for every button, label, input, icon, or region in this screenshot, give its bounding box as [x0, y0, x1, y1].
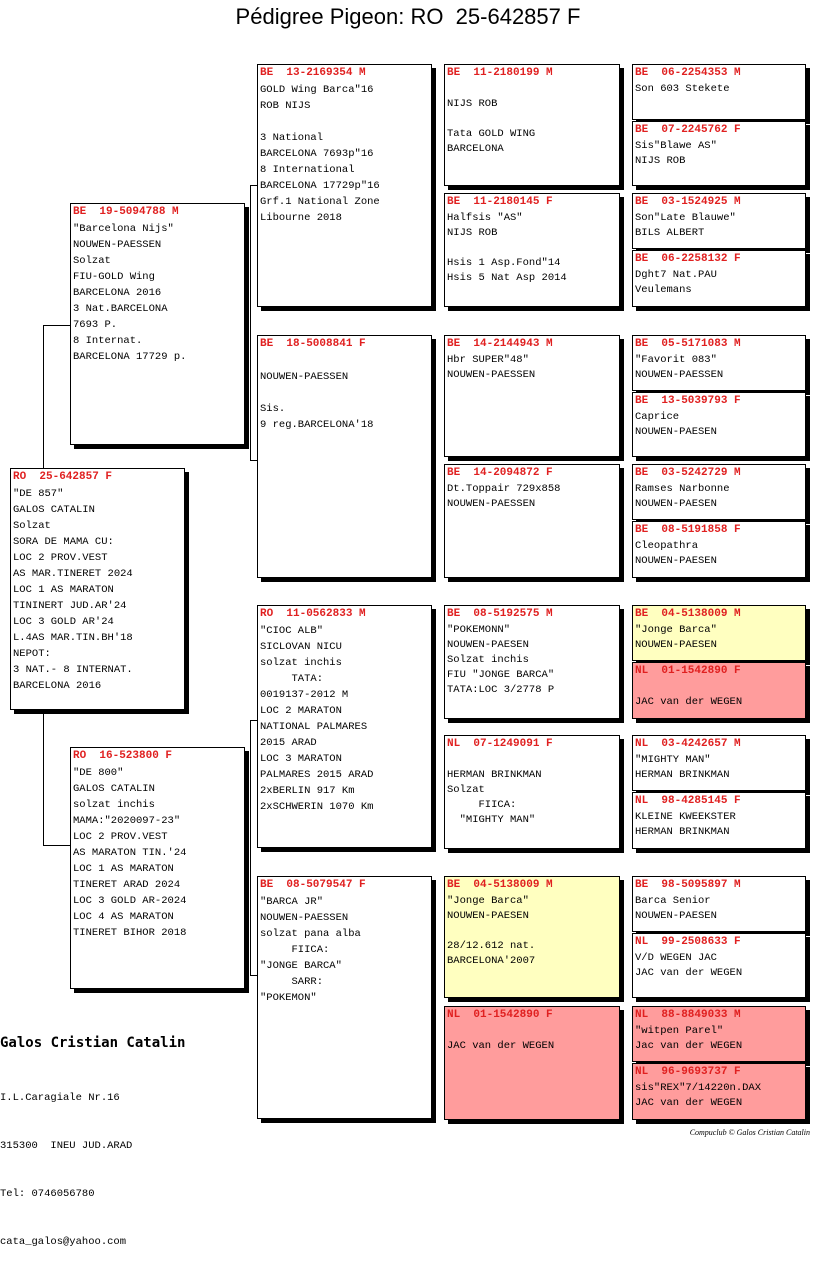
pigeon-details — [633, 209, 805, 241]
detail-line: TATA: — [260, 673, 324, 685]
detail-line: NOUWEN-PAESEN — [635, 498, 717, 510]
great-grandparent-card — [444, 876, 620, 998]
great-grandparent-card — [444, 735, 620, 849]
pigeon-details — [633, 351, 805, 383]
ring-number: BE 05-5171083 M — [635, 338, 741, 350]
detail-line: Son 603 Stekete — [635, 83, 730, 95]
great-grandparent-card — [444, 464, 620, 578]
ring-number: RO 16-523800 F — [73, 750, 173, 762]
detail-line: sis"REX"7/14220n.DAX — [635, 1082, 762, 1094]
detail-line: HERMAN BRINKMAN — [635, 826, 730, 838]
detail-line: Ramses Narbonne — [635, 483, 730, 495]
ring-number: BE 13-2169354 M — [260, 67, 366, 79]
ancestor-card — [632, 521, 806, 578]
detail-line: Caprice — [635, 411, 680, 423]
owner-address-line: I.L.Caragiale Nr.16 — [0, 1092, 120, 1104]
detail-line: 28/12.612 nat. — [447, 940, 536, 952]
detail-line: "MIGHTY MAN" — [447, 814, 536, 826]
detail-line: NEPOT: — [13, 648, 51, 660]
pigeon-details — [633, 678, 805, 710]
owner-name: Galos Cristian Catalin — [0, 1035, 186, 1051]
detail-line: BARCELONA 17729p"16 — [260, 180, 380, 192]
detail-line: NOUWEN-PAESEN — [447, 639, 529, 651]
detail-line: TINERET BIHOR 2018 — [73, 927, 187, 939]
pigeon-details — [633, 408, 805, 440]
detail-line: BARCELONA 2016 — [73, 287, 162, 299]
detail-line: 2015 ARAD — [260, 737, 317, 749]
connector-line — [250, 720, 251, 975]
detail-line — [260, 353, 429, 369]
detail-line: Halfsis "AS" — [447, 212, 523, 224]
detail-line: NIJS ROB — [635, 155, 686, 167]
pigeon-details — [445, 480, 619, 512]
detail-line: 9 reg.BARCELONA'18 — [260, 419, 374, 431]
pigeon-details — [445, 892, 619, 969]
owner-phone: Tel: 0746056780 — [0, 1188, 95, 1200]
detail-line: AS MARATON TIN.'24 — [73, 847, 187, 859]
pigeon-details — [445, 1022, 619, 1054]
detail-line: NIJS ROB — [447, 98, 498, 110]
detail-line: JAC van der WEGEN — [447, 1040, 555, 1052]
detail-line: SARR: — [260, 976, 324, 988]
detail-line: "MIGHTY MAN" — [635, 754, 711, 766]
detail-line: Jac van der WEGEN — [635, 1040, 743, 1052]
ring-number: BE 14-2094872 F — [447, 467, 553, 479]
pigeon-details — [633, 480, 805, 512]
ring-number: BE 06-2254353 M — [635, 67, 741, 79]
ring-number: BE 06-2258132 F — [635, 253, 741, 265]
ring-number: BE 08-5079547 F — [260, 879, 366, 891]
detail-line: TINERET ARAD 2024 — [73, 879, 181, 891]
detail-line — [447, 112, 617, 127]
detail-line: AS MAR.TINERET 2024 — [13, 568, 133, 580]
detail-line: 2xBERLIN 917 Km — [260, 785, 355, 797]
detail-line: LOC 4 AS MARATON — [73, 911, 174, 923]
detail-line: TATA:LOC 3/2778 P — [447, 684, 555, 696]
great-grandparent-card — [444, 1006, 620, 1120]
ring-number: BE 08-5192575 M — [447, 608, 553, 620]
detail-line: 7693 P. — [73, 319, 118, 331]
detail-line: BARCELONA 17729 p. — [73, 351, 187, 363]
detail-line: Solzat inchis — [447, 654, 529, 666]
pigeon-details — [633, 80, 805, 97]
detail-line: Sis. — [260, 403, 286, 415]
pigeon-details — [633, 892, 805, 924]
detail-line: FIICA: — [260, 944, 330, 956]
ring-number: BE 03-5242729 M — [635, 467, 741, 479]
ancestor-card — [632, 605, 806, 661]
detail-line: GALOS CATALIN — [73, 783, 155, 795]
detail-line: 3 NAT.- 8 INTERNAT. — [13, 664, 133, 676]
pigeon-details — [258, 80, 431, 226]
detail-line: Sis"Blawe AS" — [635, 140, 717, 152]
ring-number: BE 08-5191858 F — [635, 524, 741, 536]
ring-number: BE 14-2144943 M — [447, 338, 553, 350]
detail-line: FIU-GOLD Wing — [73, 271, 155, 283]
detail-line: HERMAN BRINKMAN — [447, 769, 542, 781]
detail-line: BARCELONA 7693p"16 — [260, 148, 374, 160]
detail-line: solzat inchis — [260, 657, 342, 669]
detail-line: NOUWEN-PAESSEN — [260, 912, 349, 924]
detail-line — [447, 753, 617, 768]
great-grandparent-card — [444, 335, 620, 457]
ancestor-card — [632, 121, 806, 186]
detail-line: BARCELONA — [447, 143, 504, 155]
detail-line: NOUWEN-PAESEN — [635, 426, 717, 438]
footer-credit: Compuclub © Galos Cristian Catalin — [689, 1128, 810, 1137]
detail-line: NOUWEN-PAESSEN — [447, 498, 536, 510]
pigeon-details — [258, 621, 431, 815]
detail-line: NOUWEN-PAESEN — [447, 910, 529, 922]
ring-number: BE 04-5138009 M — [447, 879, 553, 891]
ring-number: RO 11-0562833 M — [260, 608, 366, 620]
detail-line: "CIOC ALB" — [260, 625, 324, 637]
pigeon-details — [445, 621, 619, 698]
subject-pigeon-card — [10, 468, 185, 710]
ring-number: NL 07-1249091 F — [447, 738, 553, 750]
detail-line: solzat inchis — [73, 799, 155, 811]
grandparent-card — [257, 64, 432, 307]
detail-line: "DE 800" — [73, 767, 124, 779]
detail-line: "POKEMONN" — [447, 624, 511, 636]
ring-number: BE 03-1524925 M — [635, 196, 741, 208]
detail-line: BILS ALBERT — [635, 227, 705, 239]
detail-line: "Favorit 083" — [635, 354, 717, 366]
detail-line: LOC 2 PROV.VEST — [13, 552, 108, 564]
pigeon-details — [11, 484, 184, 694]
connector-line — [43, 710, 44, 845]
pigeon-details — [633, 808, 805, 840]
ring-number: NL 01-1542890 F — [635, 665, 741, 677]
ring-number: BE 11-2180199 M — [447, 67, 553, 79]
detail-line: Hsis 5 Nat Asp 2014 — [447, 272, 567, 284]
detail-line: MAMA:"2020097-23" — [73, 815, 181, 827]
detail-line — [635, 680, 803, 695]
detail-line: Solzat — [447, 784, 485, 796]
detail-line: LOC 2 PROV.VEST — [73, 831, 168, 843]
detail-line — [260, 385, 429, 401]
detail-line: FIICA: — [447, 799, 517, 811]
detail-line: TININERT JUD.AR'24 — [13, 600, 127, 612]
ancestor-card — [632, 1063, 806, 1120]
pigeon-details — [633, 137, 805, 169]
detail-line: Libourne 2018 — [260, 212, 342, 224]
detail-line: solzat pana alba — [260, 928, 361, 940]
detail-line: NATIONAL PALMARES — [260, 721, 368, 733]
detail-line: NOUWEN-PAESEN — [635, 910, 717, 922]
ring-number: BE 19-5094788 M — [73, 206, 179, 218]
pigeon-details — [71, 763, 244, 941]
detail-line: LOC 3 GOLD AR'24 — [13, 616, 114, 628]
detail-line: LOC 3 GOLD AR-2024 — [73, 895, 187, 907]
pigeon-details — [445, 209, 619, 286]
ancestor-card — [632, 1006, 806, 1062]
ancestor-card — [632, 193, 806, 249]
pigeon-details — [633, 266, 805, 298]
ring-number: NL 99-2508633 F — [635, 936, 741, 948]
detail-line: "Jonge Barca" — [635, 624, 717, 636]
detail-line: "POKEMON" — [260, 992, 317, 1004]
connector-line — [250, 185, 251, 460]
detail-line: LOC 1 AS MARATON — [73, 863, 174, 875]
detail-line: NOUWEN-PAESEN — [635, 555, 717, 567]
grandparent-card — [257, 605, 432, 848]
detail-line: "Jonge Barca" — [447, 895, 529, 907]
detail-line: SICLOVAN NICU — [260, 641, 342, 653]
connector-line — [43, 325, 70, 326]
detail-line: 3 Nat.BARCELONA — [73, 303, 168, 315]
detail-line: LOC 3 MARATON — [260, 753, 342, 765]
detail-line: "DE 857" — [13, 488, 64, 500]
detail-line: Cleopathra — [635, 540, 699, 552]
ancestor-card — [632, 735, 806, 791]
detail-line: "Barcelona Nijs" — [73, 223, 174, 235]
detail-line: JAC van der WEGEN — [635, 967, 743, 979]
sire-card — [70, 203, 245, 445]
ancestor-card — [632, 335, 806, 391]
detail-line: "witpen Parel" — [635, 1025, 724, 1037]
owner-contact — [0, 1058, 132, 1266]
pigeon-details — [258, 892, 431, 1006]
detail-line: NOUWEN-PAESSEN — [73, 239, 162, 251]
detail-line — [260, 114, 429, 130]
ring-number: BE 13-5039793 F — [635, 395, 741, 407]
detail-line — [447, 924, 617, 939]
connector-line — [43, 325, 44, 470]
detail-line: 3 National — [260, 132, 324, 144]
ring-number: NL 96-9693737 F — [635, 1066, 741, 1078]
great-grandparent-card — [444, 193, 620, 307]
detail-line: 8 International — [260, 164, 355, 176]
ring-number: NL 01-1542890 F — [447, 1009, 553, 1021]
page-title: Pédigree Pigeon: RO 25-642857 F — [235, 4, 581, 29]
ring-number: RO 25-642857 F — [13, 471, 113, 483]
detail-line: NOUWEN-PAESSEN — [447, 369, 536, 381]
detail-line: ROB NIJS — [260, 100, 311, 112]
detail-line: JAC van der WEGEN — [635, 696, 743, 708]
detail-line: FIU "JONGE BARCA" — [447, 669, 555, 681]
pigeon-details — [633, 1079, 805, 1111]
detail-line: GOLD Wing Barca"16 — [260, 84, 374, 96]
pigeon-details — [633, 1022, 805, 1054]
detail-line: Dt.Toppair 729x858 — [447, 483, 561, 495]
detail-line: Barca Senior — [635, 895, 711, 907]
owner-address-line: 315300 INEU JUD.ARAD — [0, 1140, 133, 1152]
detail-line: Veulemans — [635, 284, 692, 296]
pigeon-details — [71, 219, 244, 365]
pigeon-details — [445, 751, 619, 828]
detail-line: LOC 2 MARATON — [260, 705, 342, 717]
detail-line — [447, 241, 617, 256]
detail-line: NOUWEN-PAESSEN — [260, 371, 349, 383]
ring-number: BE 98-5095897 M — [635, 879, 741, 891]
detail-line: SORA DE MAMA CU: — [13, 536, 114, 548]
detail-line: LOC 1 AS MARATON — [13, 584, 114, 596]
ancestor-card — [632, 64, 806, 120]
ring-number: NL 98-4285145 F — [635, 795, 741, 807]
ancestor-card — [632, 464, 806, 520]
detail-line: Solzat — [13, 520, 51, 532]
detail-line: HERMAN BRINKMAN — [635, 769, 730, 781]
ring-number: BE 07-2245762 F — [635, 124, 741, 136]
detail-line: 2xSCHWERIN 1070 Km — [260, 801, 374, 813]
owner-email: cata_galos@yahoo.com — [0, 1236, 127, 1248]
detail-line: NIJS ROB — [447, 227, 498, 239]
detail-line: JAC van der WEGEN — [635, 1097, 743, 1109]
grandparent-card — [257, 335, 432, 578]
pigeon-details — [445, 351, 619, 383]
detail-line: Solzat — [73, 255, 111, 267]
detail-line: NOUWEN-PAESEN — [635, 639, 717, 651]
detail-line: 0019137-2012 M — [260, 689, 349, 701]
ancestor-card — [632, 792, 806, 849]
great-grandparent-card — [444, 605, 620, 719]
detail-line: GALOS CATALIN — [13, 504, 95, 516]
pigeon-details — [633, 621, 805, 653]
detail-line — [447, 82, 617, 97]
pigeon-details — [633, 949, 805, 981]
ring-number: NL 88-8849033 M — [635, 1009, 741, 1021]
ancestor-card — [632, 933, 806, 998]
pigeon-details — [258, 351, 431, 433]
pigeon-details — [633, 537, 805, 569]
detail-line: Son"Late Blauwe" — [635, 212, 736, 224]
pigeon-details — [633, 751, 805, 783]
pigeon-details — [445, 80, 619, 157]
detail-line: 8 Internat. — [73, 335, 143, 347]
ancestor-card — [632, 876, 806, 932]
ring-number: NL 03-4242657 M — [635, 738, 741, 750]
ancestor-card — [632, 392, 806, 457]
detail-line: "JONGE BARCA" — [260, 960, 342, 972]
detail-line: BARCELONA'2007 — [447, 955, 536, 967]
ancestor-card — [632, 250, 806, 307]
detail-line: NOUWEN-PAESSEN — [635, 369, 724, 381]
detail-line: BARCELONA 2016 — [13, 680, 102, 692]
great-grandparent-card — [444, 64, 620, 186]
detail-line: "BARCA JR" — [260, 896, 324, 908]
detail-line: Tata GOLD WING — [447, 128, 536, 140]
grandparent-card — [257, 876, 432, 1119]
dam-card — [70, 747, 245, 989]
detail-line: L.4AS MAR.TIN.BH'18 — [13, 632, 133, 644]
detail-line: Hbr SUPER"48" — [447, 354, 529, 366]
ring-number: BE 18-5008841 F — [260, 338, 366, 350]
ring-number: BE 11-2180145 F — [447, 196, 553, 208]
detail-line — [447, 1024, 617, 1039]
detail-line: KLEINE KWEEKSTER — [635, 811, 736, 823]
detail-line: PALMARES 2015 ARAD — [260, 769, 374, 781]
detail-line: V/D WEGEN JAC — [635, 952, 717, 964]
ring-number: BE 04-5138009 M — [635, 608, 741, 620]
detail-line: Dght7 Nat.PAU — [635, 269, 717, 281]
ancestor-card — [632, 662, 806, 719]
detail-line: Grf.1 National Zone — [260, 196, 380, 208]
detail-line: Hsis 1 Asp.Fond"14 — [447, 257, 561, 269]
connector-line — [43, 845, 70, 846]
